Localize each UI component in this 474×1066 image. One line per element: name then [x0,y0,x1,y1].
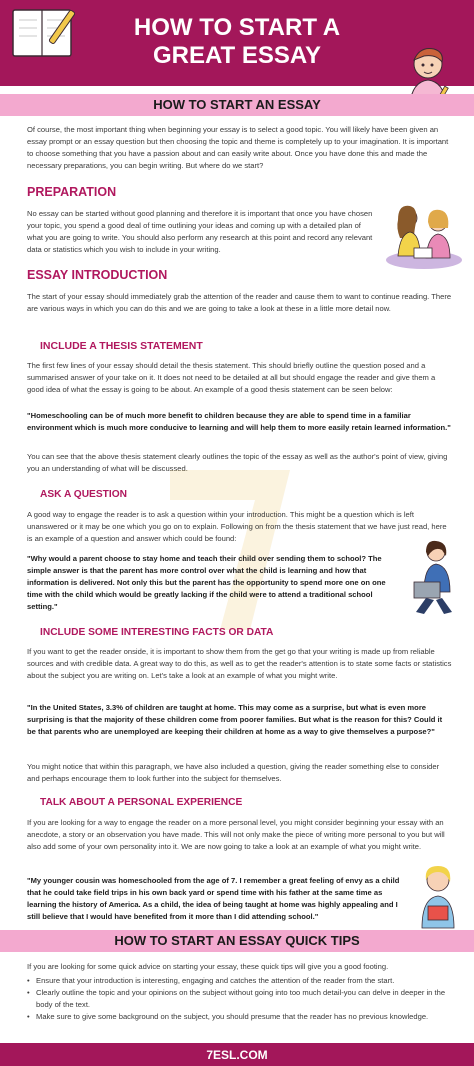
intro-paragraph: Of course, the most important thing when beginning your essay is to select a good topic. You will likely have been given an essay prompt or an essay question but then choosing the topic and theme is completely up to your imagination. It is important to choose something that you have a passion about and can easily write about. Once you have done this and made the necessary preparations, you can begin writing. But where do we start? [27,125,449,171]
section-title-quick-tips: HOW TO START AN ESSAY QUICK TIPS [114,933,360,948]
list-item: • Ensure that your introduction is interesting, engaging and catches the attention of the reader from the start. [27,975,452,987]
experience-quote: "My younger cousin was homeschooled from the age of 7. I remember a great feeling of envy as a child that he could take field trips in his own back yard or spend time with his father at the same time as learning the history of America. As a child, the idea of being taught at home was highly appealing and I still believe that I would have benefited from it more than I did attending school." [27,876,400,922]
question-paragraph: A good way to engage the reader is to ask a question within your introduction. This might be a question which is left unanswered or it may be one which you go on to explain. Following on from the thesis statement that we have just read, here is an example of a question and answer which could be found: [27,510,447,544]
page-title-line2: GREAT ESSAY [152,42,322,69]
thesis-paragraph: The first few lines of your essay should detail the thesis statement. This should briefly outline the question posed and a summarised answer of your take on it. It does not need to be detailed at all but should engage the reader and give them a good idea of what the essay is going to be about. An example of a good thesis statement can be seen below: [27,361,436,395]
quick-tips-intro: If you are looking for some quick advice on starting your essay, these quick tips will give you a good footing. [27,962,389,971]
facts-quote: "In the United States, 3.3% of children are taught at home. This may come as a surprise, but what is even more surprising is that the majority of these children come from poorer families. But what is the reason for this? Could it be that parents who are unemployed are keeping their children at home as a way to give themselves a purpose?" [27,703,443,737]
list-item: • Make sure to give some background on the subject, you should presume that the reader has no previous knowledge. [27,1011,452,1023]
section-bar-how-to-start [0,94,474,116]
heading-ask-question: ASK A QUESTION [40,489,127,500]
page-title [95,14,379,70]
page-title-line1: HOW TO START A [133,14,341,41]
footer-bar [0,1043,474,1066]
thesis-after-paragraph: You can see that the above thesis statement clearly outlines the topic of the essay as well as the author's point of view, giving you an understanding of what will be discussed. [27,452,448,474]
heading-personal-experience: TALK ABOUT A PERSONAL EXPERIENCE [40,797,243,808]
heading-facts-data: INCLUDE SOME INTERESTING FACTS OR DATA [40,627,274,638]
list-item: • Clearly outline the topic and your opinions on the subject without going into too much detail-you can delve in deeper in the body of the text. [27,987,452,1011]
question-quote: "Why would a parent choose to stay home and teach their child over sending them to school? The simple answer is that the parent has more control over what the child is learning and how that information is delivered. Not only this but the parent has the opportunity to spend more one on one time with the child which would be greatly lacking if the child were to attend a traditional school setting." [27,554,386,612]
thesis-quote: "Homeschooling can be of much more benefit to children because they are able to spend time in a familiar environment which is much more conducive to learning and will help them to more easily retain learned information." [27,411,451,433]
quick-tips-list [27,975,452,1023]
facts-after-paragraph: You might notice that within this paragraph, we have also included a question, giving the reader something else to consider and perhaps encourage them to look further into the subject for themselves. [27,762,440,784]
preparation-paragraph: No essay can be started without good planning and therefore it is important that once you have chosen your topic, you spend a good deal of time outlining your ideas and coming up with a detailed plan of what you are going to write. You should also perform any research at this point and record any relevant data or statistics which you wish to include in your writing. [27,209,373,255]
footer-logo[interactable]: 7ESL.COM [206,1048,268,1062]
section-title-how-to-start: HOW TO START AN ESSAY [153,97,321,112]
woman-laptop-illustration [406,538,464,616]
girls-studying-illustration [384,198,464,270]
experience-paragraph: If you are looking for a way to engage the reader on a more personal level, you might consider beginning your essay with an anecdote, a story or an observation you have made. This will not only make the piece of writing more personal to you but will also add some of your own personality into it. We are now going to take a look at an example of what you might write. [27,818,445,852]
woman-with-book-illustration [410,862,466,934]
notebook-pen-illustration [7,6,81,64]
essay-introduction-paragraph: The start of your essay should immediately grab the attention of the reader and cause them to want to continue reading. There are various ways in which you can do this and we are going to take a look at these in a little more detail now. [27,292,452,314]
facts-paragraph: If you want to get the reader onside, it is important to show them from the get go that your writing is made up from reliable sources and with credible data. A great way to do this, as well as to get the reader's attention is to state some facts or statistics about the subject you are writing on. Let's take a look at an example of what you might write. [27,647,452,681]
heading-essay-introduction: ESSAY INTRODUCTION [27,268,168,282]
heading-preparation: PREPARATION [27,185,117,199]
heading-thesis-statement: INCLUDE A THESIS STATEMENT [40,340,203,352]
section-bar-quick-tips [0,930,474,952]
